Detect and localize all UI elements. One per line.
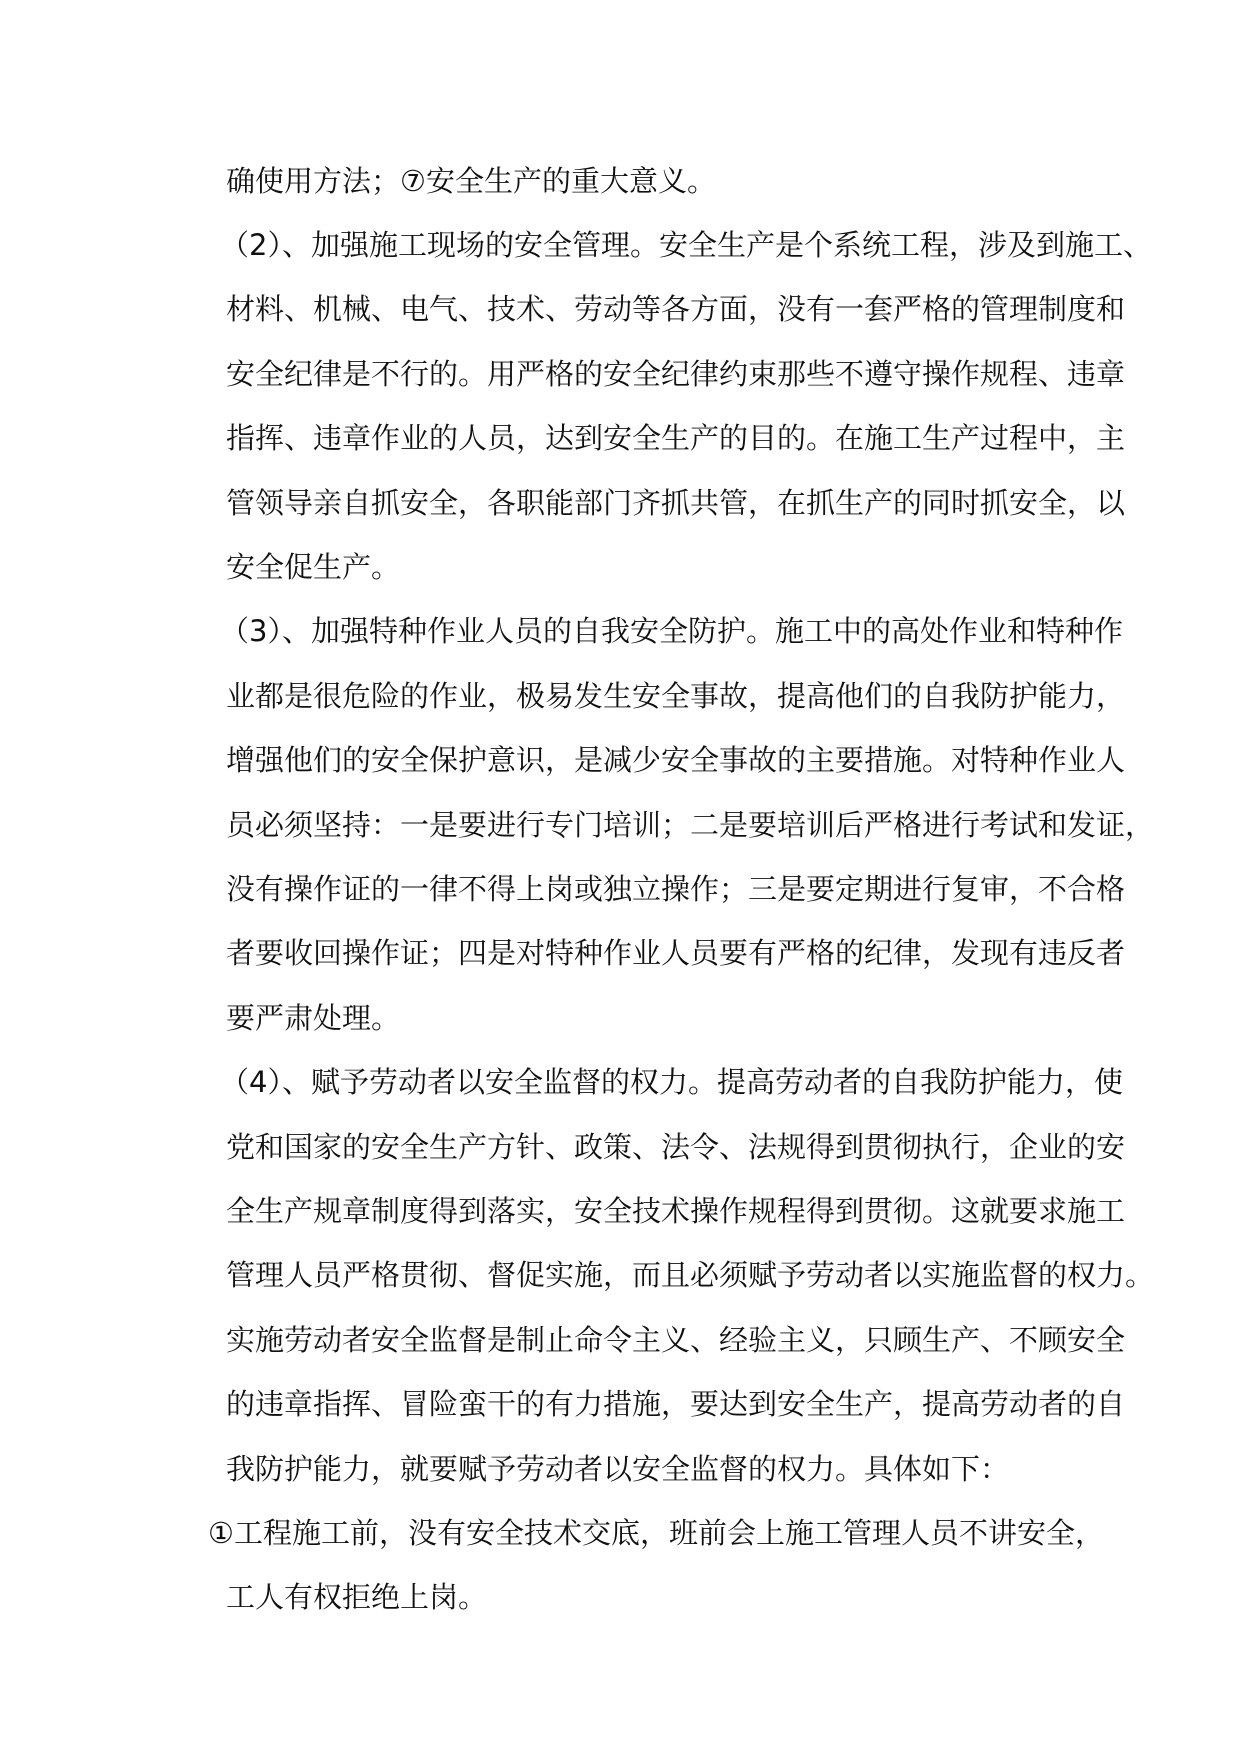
text-line: 实施劳动者安全监督是制止命令主义、经验主义，只顾生产、不顾安全 — [226, 1323, 1126, 1357]
text-line: 确使用方法；⑦安全生产的重大意义。 — [226, 164, 716, 198]
text-line: 安全促生产。 — [226, 550, 401, 584]
text-line: 没有操作证的一律不得上岗或独立操作；三是要定期进行复审，不合格 — [226, 872, 1126, 906]
text-line: 党和国家的安全生产方针、政策、法令、法规得到贯彻执行，企业的安 — [226, 1130, 1126, 1164]
text-line: 管理人员严格贯彻、督促实施，而且必须赋予劳动者以实施监督的权力。 — [226, 1258, 1155, 1292]
text-line: 员必须坚持：一是要进行专门培训；二是要培训后严格进行考试和发证， — [226, 808, 1155, 842]
text-line: 材料、机械、电气、技术、劳动等各方面，没有一套严格的管理制度和 — [226, 292, 1126, 326]
text-line: 管领导亲自抓安全，各职能部门齐抓共管，在抓生产的同时抓安全，以 — [226, 486, 1126, 520]
text-line: 业都是很危险的作业，极易发生安全事故，提高他们的自我防护能力， — [226, 679, 1126, 713]
text-line: 者要收回操作证；四是对特种作业人员要有严格的纪律，发现有违反者 — [226, 936, 1126, 970]
section-heading-4: （4）、赋予劳动者以安全监督的权力。提高劳动者的自我防护能力，使 — [220, 1065, 1123, 1099]
text-line: 指挥、违章作业的人员，达到安全生产的目的。在施工生产过程中，主 — [226, 421, 1126, 455]
text-line: 全生产规章制度得到落实，安全技术操作规程得到贯彻。这就要求施工 — [226, 1194, 1126, 1228]
text-line: 我防护能力，就要赋予劳动者以安全监督的权力。具体如下： — [226, 1452, 1010, 1486]
text-line: 增强他们的安全保护意识，是减少安全事故的主要措施。对特种作业人 — [226, 743, 1126, 777]
text-line: 安全纪律是不行的。用严格的安全纪律约束那些不遵守操作规程、违章 — [226, 357, 1126, 391]
section-heading-2: （2）、加强施工现场的安全管理。安全生产是个系统工程，涉及到施工、 — [220, 228, 1152, 262]
section-heading-3: （3）、加强特种作业人员的自我安全防护。施工中的高处作业和特种作 — [220, 614, 1123, 648]
list-item-1: ①工程施工前，没有安全技术交底，班前会上施工管理人员不讲安全， — [208, 1516, 1104, 1550]
text-line: 工人有权拒绝上岗。 — [226, 1580, 488, 1614]
text-line: 要严肃处理。 — [226, 1001, 401, 1035]
text-line: 的违章指挥、冒险蛮干的有力措施，要达到安全生产，提高劳动者的自 — [226, 1387, 1126, 1421]
